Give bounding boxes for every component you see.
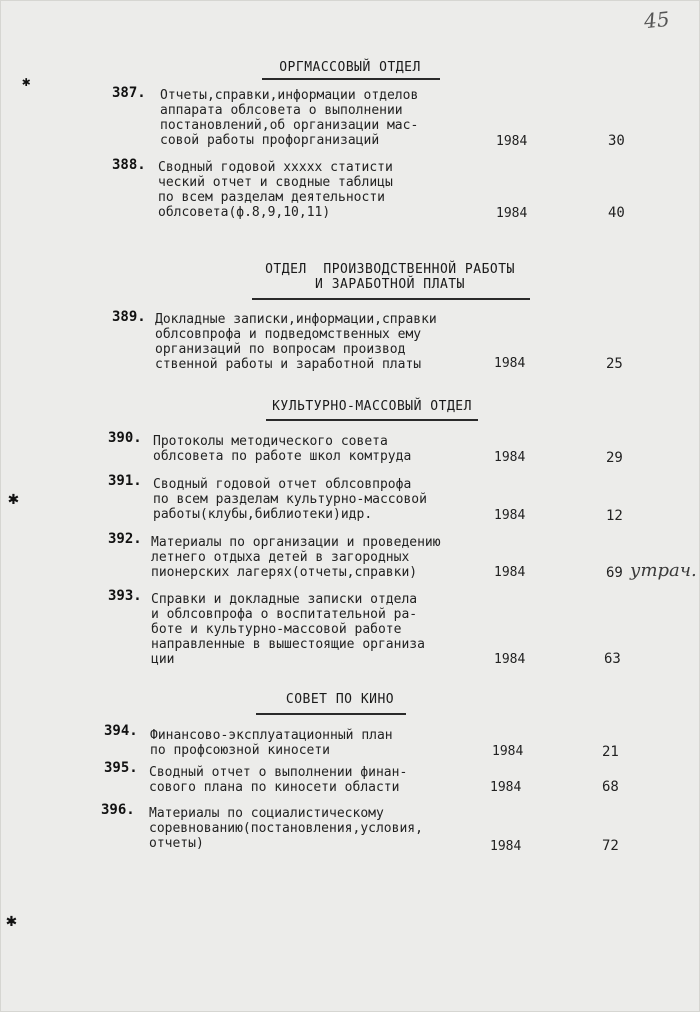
item-description: Справки и докладные записки отдела и облсовпрофа о воспитательной ра- боте и культурно-массовой работе направленные в вышестоящие организа ции: [151, 592, 425, 667]
section-title: ОРГМАССОВЫЙ ОТДЕЛ: [279, 60, 421, 75]
hole-mark-icon: ✱: [8, 488, 19, 509]
item-number: 394.: [104, 723, 138, 739]
item-description: Сводный годовой отчет облсовпрофа по всем разделам культурно-массовой работы(клубы,библиотеки)идр.: [153, 477, 427, 522]
item-count: 12: [606, 508, 623, 524]
item-number: 388.: [112, 157, 146, 173]
item-description: Сводный отчет о выполнении финан- сового плана по киносети области: [149, 765, 408, 795]
item-number: 393.: [108, 588, 142, 604]
item-number: 387.: [112, 85, 146, 101]
item-number: 395.: [104, 760, 138, 776]
item-number: 390.: [108, 430, 142, 446]
item-year: 1984: [492, 744, 524, 759]
item-number: 392.: [108, 531, 142, 547]
item-year: 1984: [494, 652, 526, 667]
item-description: Протоколы методического совета облсовета по работе школ комтруда: [153, 434, 412, 464]
item-year: 1984: [494, 450, 526, 465]
section-underline: [252, 298, 530, 300]
item-count: 72: [602, 838, 619, 854]
item-description: Материалы по организации и проведению летнего отдыха детей в загородных пионерских лагерях(отчеты,справки): [151, 535, 441, 580]
item-count: 63: [604, 651, 621, 667]
item-number: 396.: [101, 802, 135, 818]
item-number: 391.: [108, 473, 142, 489]
page-number: 45: [642, 6, 671, 34]
item-number: 389.: [112, 309, 146, 325]
item-count: 69: [606, 565, 623, 581]
item-year: 1984: [496, 134, 528, 149]
item-year: 1984: [496, 206, 528, 221]
item-year: 1984: [494, 508, 526, 523]
item-count: 68: [602, 779, 619, 795]
section-title: ОТДЕЛ ПРОИЗВОДСТВЕННОЙ РАБОТЫ И ЗАРАБОТНОЙ ПЛАТЫ: [265, 262, 515, 292]
item-count: 21: [602, 744, 619, 760]
item-year: 1984: [490, 839, 522, 854]
item-count: 25: [606, 356, 623, 372]
section-title: КУЛЬТУРНО-МАССОВЫЙ ОТДЕЛ: [272, 399, 472, 414]
hole-mark-icon: ✱: [6, 910, 17, 931]
item-count: 29: [606, 450, 623, 466]
item-description: Отчеты,справки,информации отделов аппарата облсовета о выполнении постановлений,об организации мас- совой работы профорганизаций: [160, 88, 419, 148]
section-title: СОВЕТ ПО КИНО: [285, 692, 395, 707]
section-underline: [266, 419, 478, 421]
section-underline: [256, 713, 406, 715]
item-count: 40: [608, 205, 625, 221]
item-description: Материалы по социалистическому соревнованию(постановления,условия, отчеты): [149, 806, 423, 851]
handwritten-note: утрач.: [630, 560, 697, 581]
section-underline: [262, 78, 440, 80]
item-year: 1984: [494, 356, 526, 371]
item-year: 1984: [494, 565, 526, 580]
item-description: Сводный годовой xxxxx статисти ческий отчет и сводные таблицы по всем разделам деятельности облсовета(ф.8,9,10,11): [158, 160, 393, 220]
item-year: 1984: [490, 780, 522, 795]
hole-mark-icon: ✱: [22, 74, 31, 90]
item-count: 30: [608, 133, 625, 149]
item-description: Финансово-эксплуатационный план по профсоюзной киносети: [150, 728, 393, 758]
item-description: Докладные записки,информации,справки облсовпрофа и подведомственных ему организаций по вопросам производ ственной работы и заработной платы: [155, 312, 437, 372]
